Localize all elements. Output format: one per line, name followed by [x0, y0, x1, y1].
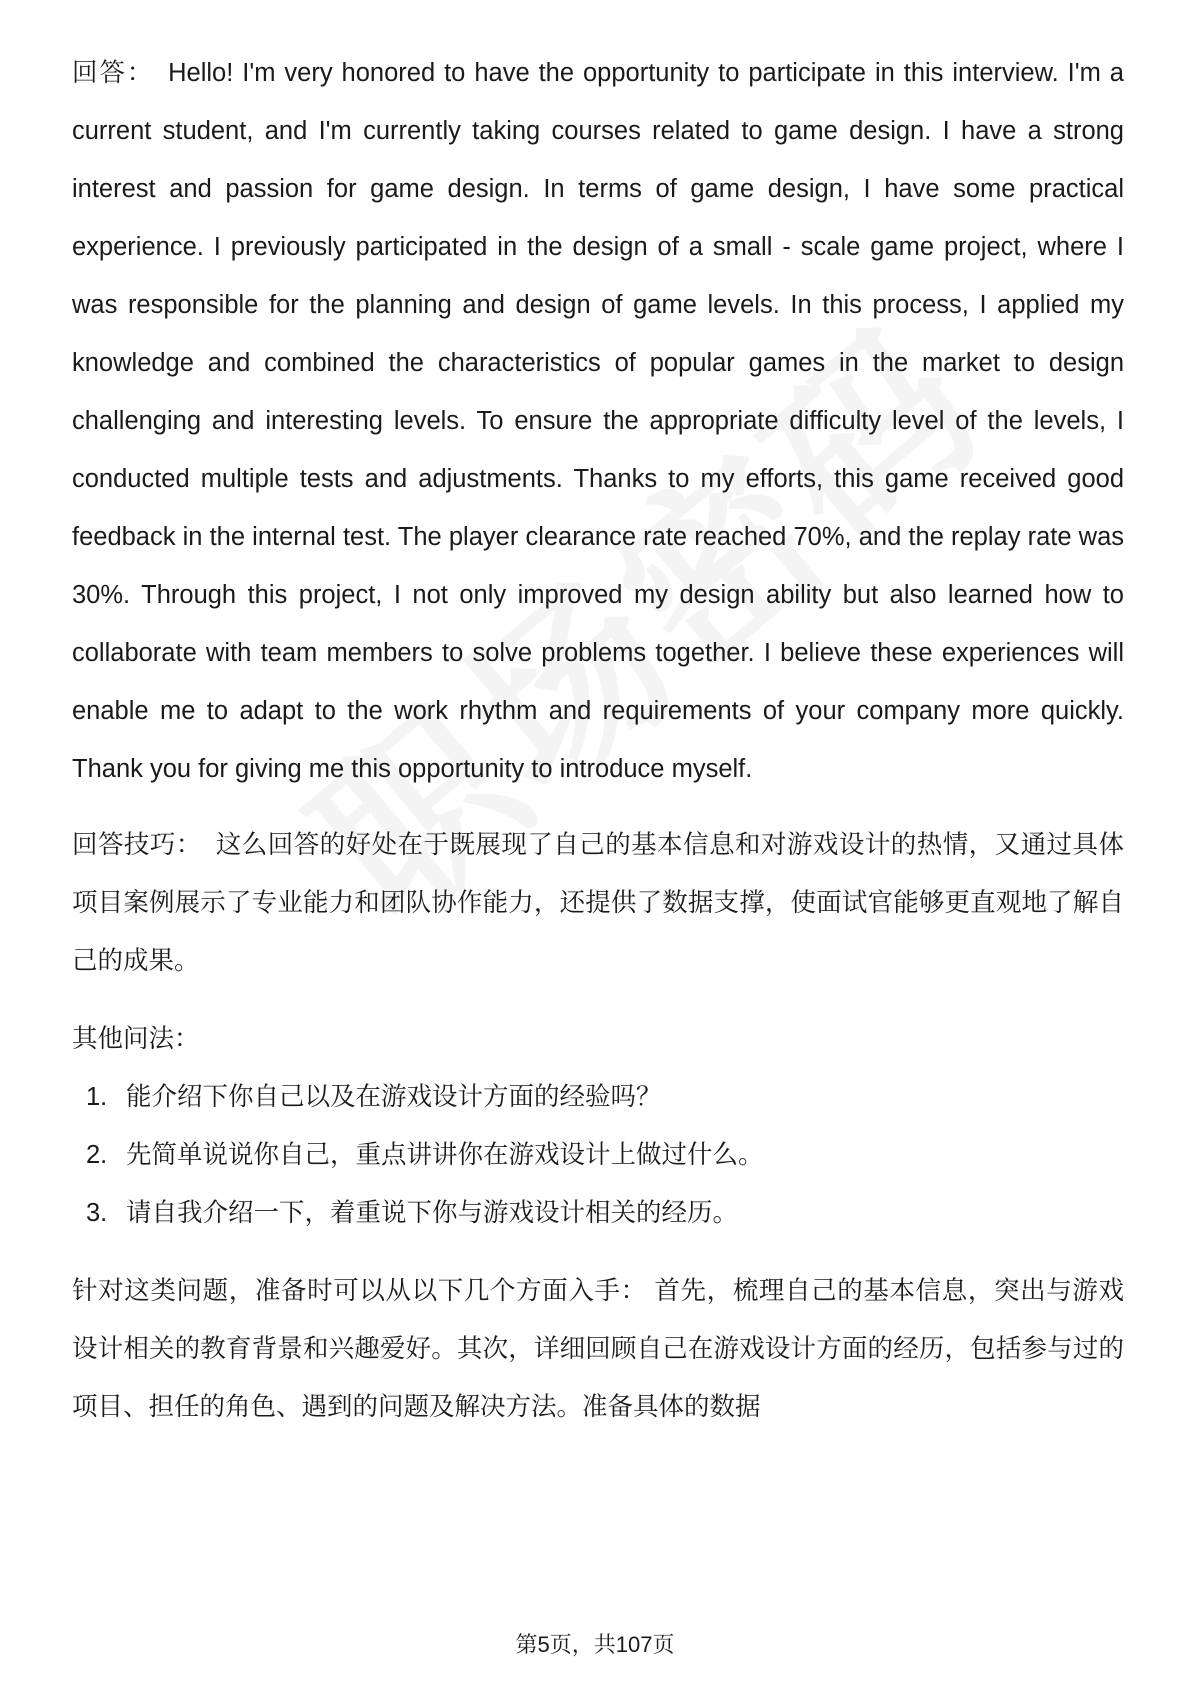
list-item-text: 能介绍下你自己以及在游戏设计方面的经验吗？ — [126, 1083, 662, 1111]
list-item — [72, 1126, 1124, 1184]
list-item — [72, 1068, 1124, 1126]
page-number: 第5页，共107页 — [515, 1632, 675, 1657]
list-item-number: 3. — [86, 1199, 108, 1227]
tips-text: 这么回答的好处在于既展现了自己的基本信息和对游戏设计的热情，又通过具体项目案例展示了专业能力和团队协作能力，还提供了数据支撑，使面试官能够更直观地了解自己的成果。 — [72, 831, 1124, 975]
other-questions-list — [72, 1068, 1124, 1242]
other-questions-heading: 其他问法： — [72, 1025, 200, 1053]
list-item — [72, 1184, 1124, 1242]
list-item-text: 请自我介绍一下，着重说下你与游戏设计相关的经历。 — [126, 1199, 739, 1227]
list-item-number: 1. — [86, 1083, 108, 1111]
answer-paragraph — [72, 44, 1124, 798]
tips-label: 回答技巧： — [72, 831, 202, 859]
answer-text: Hello! I'm very honored to have the opportunity to participate in this interview. I'm a current student, and I'm currently taking courses related to game design. I have a strong interest and passion for game design. In terms of game design, I have some practical experience. I previously participated in the design of a small - scale game project, where I was responsible for the planning and design of game levels. In this process, I applied my knowledge and combined the characteristics of popular games in the market to design challenging and interesting levels. To ensure the appropriate difficulty level of the levels, I conducted multiple tests and adjustments. Thanks to my efforts, this game received good feedback in the internal test. The player clearance rate reached 70%, and the replay rate was 30%. Through this project, I not only improved my design ability but also learned how to collaborate with team members to solve problems together. I believe these experiences will enable me to adapt to the work rhythm and requirements of your company more quickly. Thank you for giving me this opportunity to introduce myself. — [72, 59, 1124, 783]
document-page — [72, 44, 1124, 1436]
answer-label: 回答： — [72, 59, 155, 87]
list-item-number: 2. — [86, 1141, 108, 1169]
tips-paragraph — [72, 816, 1124, 990]
preparation-paragraph: 针对这类问题，准备时可以从以下几个方面入手： 首先，梳理自己的基本信息，突出与游戏设计相关的教育背景和兴趣爱好。其次，详细回顾自己在游戏设计方面的经历，包括参与过的项目、担任的角色、遇到的问题及解决方法。准备具体的数据 — [72, 1277, 1124, 1421]
list-item-text: 先简单说说你自己，重点讲讲你在游戏设计上做过什么。 — [126, 1141, 764, 1169]
